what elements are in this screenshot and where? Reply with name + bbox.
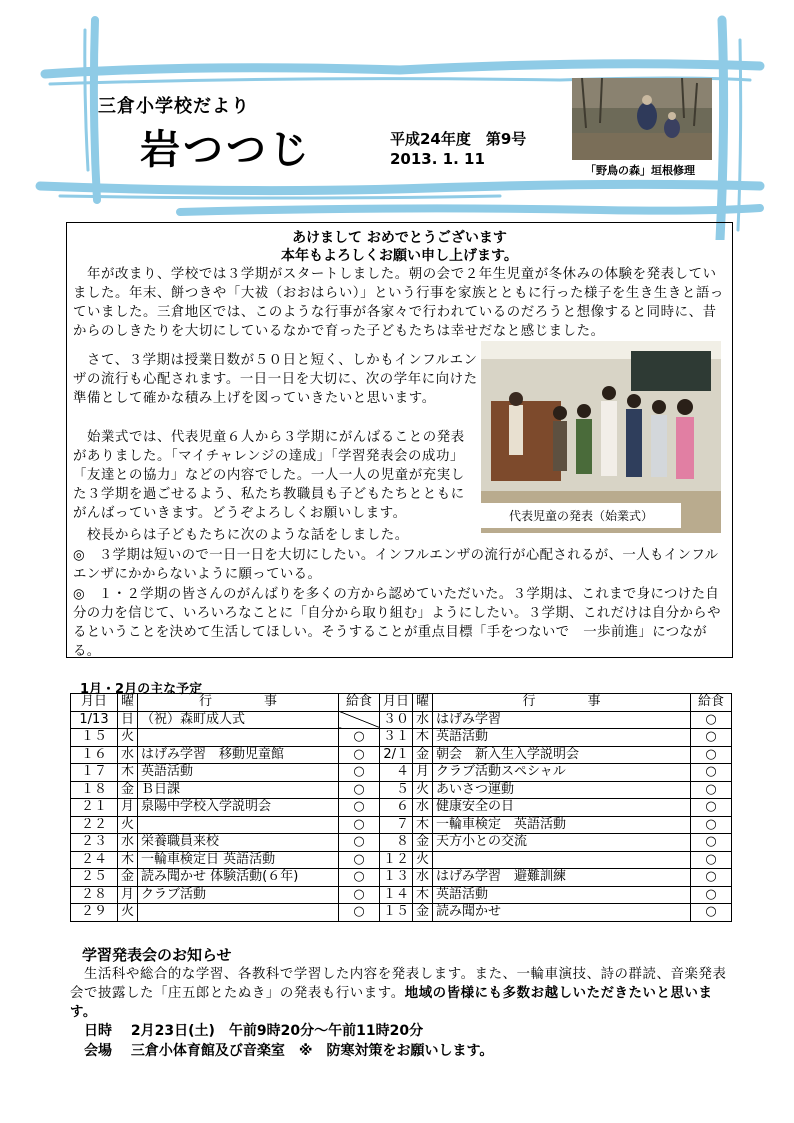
table-row xyxy=(71,834,732,852)
row-event: クラブ活動 xyxy=(138,886,339,904)
greeting-paragraph: 始業式では、代表児童６人から３学期にがんばることの発表がありました。「マイチャレンジの達成」「学習発表会の成功」「友達との協力」などの内容でした。一人一人の児童が充実した３学期を過ごせるよう、私たち教職員も子どもたちとともにがんばっていきます。どうぞよろしくお願いします。 xyxy=(73,430,465,521)
row-date: 1/13 xyxy=(71,711,118,729)
row-weekday: 木 xyxy=(413,729,433,747)
row-lunch: ○ xyxy=(691,729,732,747)
header-lunch: 給食 xyxy=(339,694,380,712)
row-lunch: ○ xyxy=(339,764,380,782)
schedule-title: 1月・2月の主な予定 xyxy=(80,682,203,697)
table-row xyxy=(71,816,732,834)
schedule-header-row xyxy=(71,694,732,712)
row-event: クラブ活動スペシャル xyxy=(433,764,691,782)
row-event: はげみ学習 移動児童館 xyxy=(138,746,339,764)
header-date: 月日 xyxy=(71,694,118,712)
row-date: １２ xyxy=(380,851,413,869)
row-event xyxy=(138,904,339,922)
ceremony-photo-caption: 代表児童の発表（始業式） xyxy=(481,503,681,528)
table-row xyxy=(71,764,732,782)
announcement-invitation: 地域の皆様にも多数お越しいただきたいと思います。 xyxy=(70,986,713,1020)
header-date: 月日 xyxy=(380,694,413,712)
row-event: （祝）森町成人式 xyxy=(138,711,339,729)
row-date: ２２ xyxy=(71,816,118,834)
hedge-repair-caption: 「野鳥の森」垣根修理 xyxy=(585,164,695,177)
row-event: 天方小との交流 xyxy=(433,834,691,852)
row-weekday: 火 xyxy=(118,729,138,747)
table-row xyxy=(71,781,732,799)
table-row xyxy=(71,729,732,747)
row-weekday: 木 xyxy=(413,816,433,834)
row-lunch: ○ xyxy=(339,799,380,817)
header-weekday: 曜 xyxy=(118,694,138,712)
row-lunch: ○ xyxy=(691,851,732,869)
row-lunch: ○ xyxy=(691,816,732,834)
row-weekday: 金 xyxy=(413,746,433,764)
row-lunch: ○ xyxy=(339,869,380,887)
row-event: 英語活動 xyxy=(433,886,691,904)
table-row xyxy=(71,799,732,817)
row-date: ２３ xyxy=(71,834,118,852)
row-event: 朝会 新入生入学説明会 xyxy=(433,746,691,764)
row-date: １６ xyxy=(71,746,118,764)
row-lunch: ○ xyxy=(339,904,380,922)
row-date: ２８ xyxy=(71,886,118,904)
row-date: 2/１ xyxy=(380,746,413,764)
row-lunch: ○ xyxy=(691,886,732,904)
row-event: 泉陽中学校入学説明会 xyxy=(138,799,339,817)
row-lunch: ○ xyxy=(339,886,380,904)
principal-message-item: ◎ １・２学期の皆さんのがんばりを多くの方から認めていただいた。３学期は、これまで身につけた自分の力を信じて、いろいろなことに「自分から取り組む」ようにしたい。３学期、これだけは自分からやるということを決めて生活してほしい。そうすることが重点目標「手をつないで 一歩前進」につながる。 xyxy=(73,587,721,659)
row-event: 健康安全の日 xyxy=(433,799,691,817)
row-weekday: 日 xyxy=(118,711,138,729)
row-lunch: ○ xyxy=(691,869,732,887)
row-event xyxy=(138,729,339,747)
row-lunch: ○ xyxy=(691,799,732,817)
row-date: ３１ xyxy=(380,729,413,747)
row-weekday: 火 xyxy=(413,851,433,869)
row-date: １５ xyxy=(71,729,118,747)
row-date: ６ xyxy=(380,799,413,817)
newsletter-title: 岩つつじ xyxy=(140,127,312,173)
greeting-paragraph: 年が改まり、学校では３学期がスタートしました。朝の会で２年生児童が冬休みの体験を発表していました。年末、餅つきや「大祓（おおはらい）」という行事を家族とともに行った様子を生き生きと語っていました。三倉地区では、このような行事が各家々で行われているのだろうと想像すると同時に、昔からのしきたりを大切にしているなかで育った子どもたちは幸せだなと感じました。 xyxy=(73,267,724,339)
row-lunch: ○ xyxy=(691,834,732,852)
row-date: １５ xyxy=(380,904,413,922)
schedule-table xyxy=(70,693,732,922)
row-lunch: ○ xyxy=(339,729,380,747)
row-lunch: ○ xyxy=(339,851,380,869)
row-weekday: 火 xyxy=(413,781,433,799)
row-date: １４ xyxy=(380,886,413,904)
row-lunch: ○ xyxy=(339,816,380,834)
row-lunch: ○ xyxy=(339,746,380,764)
row-weekday: 金 xyxy=(413,834,433,852)
table-row xyxy=(71,869,732,887)
row-date: １７ xyxy=(71,764,118,782)
row-date: ８ xyxy=(380,834,413,852)
greeting-subheading: 本年もよろしくお願い申し上げます。 xyxy=(281,248,518,264)
table-row xyxy=(71,711,732,729)
row-weekday: 火 xyxy=(118,904,138,922)
row-event xyxy=(433,851,691,869)
announcement-text xyxy=(70,965,735,1022)
announcement-venue: 会場 三倉小体育館及び音楽室 ※ 防寒対策をお願いします。 xyxy=(84,1043,494,1059)
row-date: ５ xyxy=(380,781,413,799)
row-weekday: 月 xyxy=(118,886,138,904)
row-weekday: 木 xyxy=(118,851,138,869)
row-weekday: 水 xyxy=(413,711,433,729)
announcement-body: 生活科や総合的な学習、各教科で学習した内容を発表します。また、一輪車演技、詩の群読、音楽発表会で披露した「庄五郎とたぬき」の発表も行います。 xyxy=(70,967,727,1001)
row-event: 一輪車検定 英語活動 xyxy=(433,816,691,834)
row-weekday: 金 xyxy=(118,781,138,799)
row-weekday: 金 xyxy=(413,904,433,922)
row-weekday: 月 xyxy=(118,799,138,817)
principal-message-item: ◎ ３学期は短いので一日一日を大切にしたい。インフルエンザの流行が心配されるが、一人もインフルエンザにかからないように願っている。 xyxy=(73,548,719,582)
row-lunch: ○ xyxy=(691,711,732,729)
row-weekday: 水 xyxy=(413,869,433,887)
row-event: 読み聞かせ 体験活動(６年) xyxy=(138,869,339,887)
row-lunch: ○ xyxy=(339,781,380,799)
header-event: 行 事 xyxy=(138,694,339,712)
row-date: １３ xyxy=(380,869,413,887)
row-event: 英語活動 xyxy=(138,764,339,782)
row-event xyxy=(138,816,339,834)
row-date: ２１ xyxy=(71,799,118,817)
row-event: 一輪車検定日 英語活動 xyxy=(138,851,339,869)
row-date: ４ xyxy=(380,764,413,782)
greeting-paragraph: さて、３学期は授業日数が５０日と短く、しかもインフルエンザの流行も心配されます。一日一日を大切に、次の学年に向けた準備として確かな積み上げを図っていきたいと思います。 xyxy=(73,353,478,406)
table-row xyxy=(71,886,732,904)
row-date: ２５ xyxy=(71,869,118,887)
row-lunch xyxy=(339,711,380,729)
row-lunch: ○ xyxy=(691,746,732,764)
row-lunch: ○ xyxy=(691,781,732,799)
table-row xyxy=(71,851,732,869)
row-date: ２９ xyxy=(71,904,118,922)
row-event: Ｂ日課 xyxy=(138,781,339,799)
hedge-repair-photo xyxy=(572,78,712,160)
row-lunch: ○ xyxy=(339,834,380,852)
row-lunch: ○ xyxy=(691,904,732,922)
table-row xyxy=(71,746,732,764)
announcement-date: 日時 2月23日(土) 午前9時20分～午前11時20分 xyxy=(84,1023,424,1039)
row-event: あいさつ運動 xyxy=(433,781,691,799)
row-weekday: 木 xyxy=(118,764,138,782)
greeting-heading: あけまして おめでとうございます xyxy=(292,230,507,246)
row-event: 読み聞かせ xyxy=(433,904,691,922)
header-event: 行 事 xyxy=(433,694,691,712)
school-name: 三倉小学校だより xyxy=(98,96,250,117)
row-event: はげみ学習 xyxy=(433,711,691,729)
row-weekday: 水 xyxy=(118,834,138,852)
table-row xyxy=(71,904,732,922)
row-lunch: ○ xyxy=(691,764,732,782)
row-weekday: 火 xyxy=(118,816,138,834)
row-date: ２４ xyxy=(71,851,118,869)
row-date: ３０ xyxy=(380,711,413,729)
row-event: 英語活動 xyxy=(433,729,691,747)
issue-date: 2013. 1. 11 xyxy=(390,150,485,168)
greeting-paragraph: 校長からは子どもたちに次のような話をしました。 xyxy=(73,528,409,543)
greeting-section xyxy=(66,222,733,658)
row-weekday: 月 xyxy=(413,764,433,782)
row-weekday: 水 xyxy=(413,799,433,817)
row-event: はげみ学習 避難訓練 xyxy=(433,869,691,887)
announcement-title: 学習発表会のお知らせ xyxy=(82,946,232,964)
schedule-body xyxy=(71,711,732,921)
header-weekday: 曜 xyxy=(413,694,433,712)
row-weekday: 木 xyxy=(413,886,433,904)
header-lunch: 給食 xyxy=(691,694,732,712)
row-date: １８ xyxy=(71,781,118,799)
row-date: ７ xyxy=(380,816,413,834)
issue-number: 平成24年度 第9号 xyxy=(390,130,527,148)
row-weekday: 水 xyxy=(118,746,138,764)
row-weekday: 金 xyxy=(118,869,138,887)
row-event: 栄養職員来校 xyxy=(138,834,339,852)
